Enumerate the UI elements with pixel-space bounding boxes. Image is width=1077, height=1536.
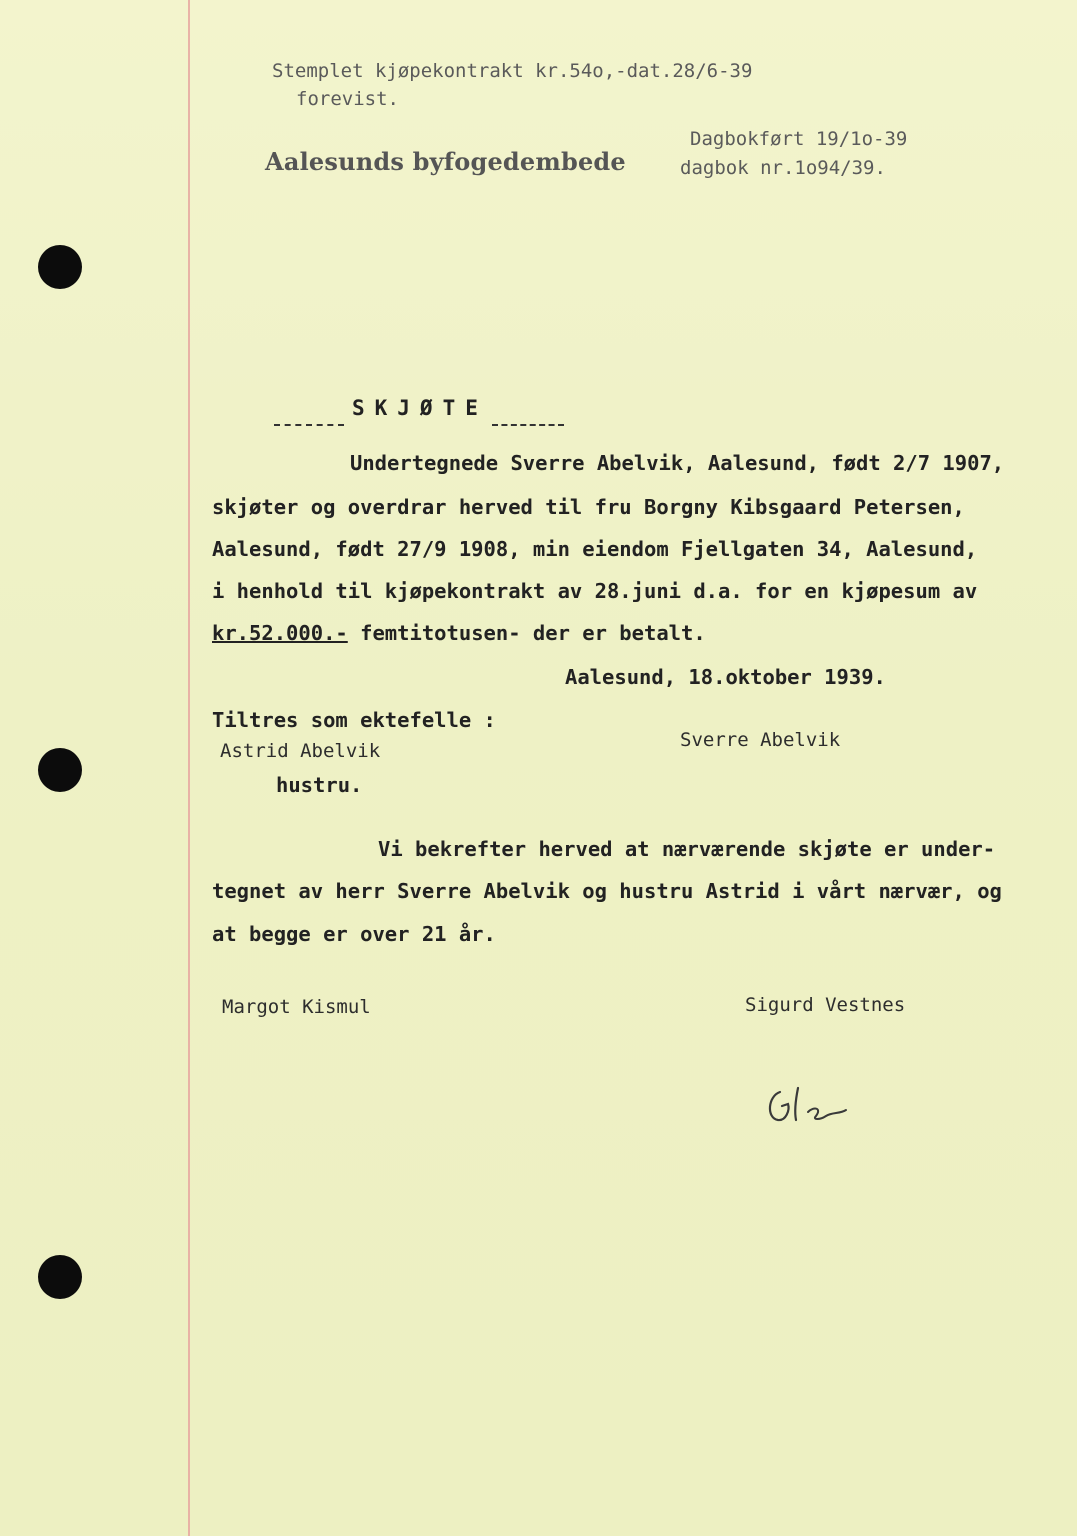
witness-right-name: Sigurd Vestnes bbox=[745, 994, 906, 1016]
deed-line-5 bbox=[212, 621, 706, 645]
margin-rule bbox=[188, 0, 190, 1536]
punch-hole bbox=[38, 1255, 82, 1299]
title-dash-right bbox=[492, 424, 564, 426]
spouse-role: hustru. bbox=[276, 773, 363, 797]
spouse-name: Astrid Abelvik bbox=[220, 740, 381, 762]
purchase-amount-words: femtitotusen- der er betalt. bbox=[360, 621, 706, 645]
witness-left-name: Margot Kismul bbox=[222, 996, 371, 1018]
witness-line-1: Vi bekrefter herved at nærværende skjøte er under- bbox=[378, 837, 996, 861]
journal-entry-line2: dagbok nr.1o94/39. bbox=[680, 157, 886, 179]
deed-line-3: Aalesund, født 27/9 1908, min eiendom Fjellgaten 34, Aalesund, bbox=[212, 537, 978, 561]
office-stamp: Aalesunds byfogedembede bbox=[265, 147, 626, 176]
punch-hole bbox=[38, 748, 82, 792]
witness-line-3: at begge er over 21 år. bbox=[212, 922, 496, 946]
title-dash-left bbox=[274, 424, 344, 426]
journal-entry-line1: Dagbokført 19/1o-39 bbox=[690, 128, 908, 150]
deed-line-1: Undertegnede Sverre Abelvik, Aalesund, født 2/7 1907, bbox=[350, 451, 1005, 475]
spouse-consent-label: Tiltres som ektefelle : bbox=[212, 708, 496, 732]
purchase-amount: kr.52.000.- bbox=[212, 621, 348, 645]
deed-line-4: i henhold til kjøpekontrakt av 28.juni d.a. for en kjøpesum av bbox=[212, 579, 978, 603]
place-date: Aalesund, 18.oktober 1939. bbox=[565, 665, 886, 689]
punch-hole bbox=[38, 245, 82, 289]
document-title: SKJØTE bbox=[352, 396, 488, 420]
handwritten-initials bbox=[760, 1080, 870, 1130]
witness-line-2: tegnet av herr Sverre Abelvik og hustru Astrid i vårt nærvær, og bbox=[212, 879, 1002, 903]
stamp-note-line1: Stemplet kjøpekontrakt kr.54o,-dat.28/6-39 bbox=[272, 60, 753, 82]
stamp-note-line2: forevist. bbox=[296, 88, 399, 110]
seller-signature: Sverre Abelvik bbox=[680, 729, 841, 751]
deed-line-2: skjøter og overdrar herved til fru Borgny Kibsgaard Petersen, bbox=[212, 495, 965, 519]
